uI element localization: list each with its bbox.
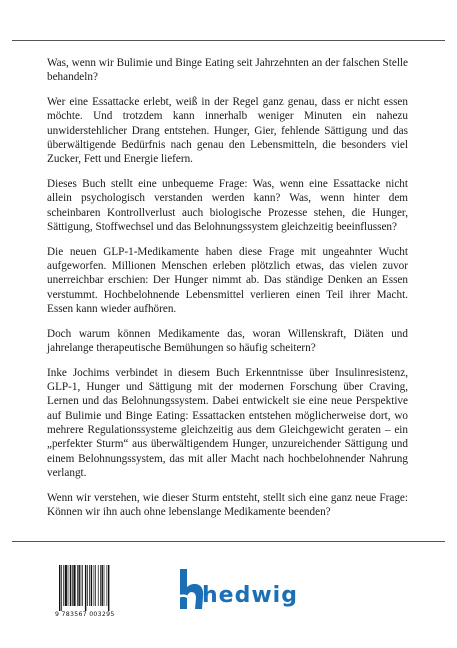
- barcode-bar: [101, 565, 102, 606]
- paragraph-7: Wenn wir verstehen, wie dieser Sturm entsteht, stellt sich eine ganz neue Frage: Können wir ihn auch ohne lebenslange Medikamente beenden?: [47, 491, 408, 519]
- publisher-name: hedwig: [202, 583, 298, 608]
- barcode-bar: [91, 565, 92, 606]
- barcode-bar: [63, 565, 64, 606]
- paragraph-1: Was, wenn wir Bulimie und Binge Eating seit Jahrzehnten an der falschen Stelle behandeln?: [47, 57, 408, 84]
- barcode-bar: [78, 565, 79, 606]
- paragraph-5: Doch warum können Medikamente das, woran Willenskraft, Diäten und jahrelange therapeutische Bemühungen so häufig scheitern?: [47, 327, 408, 355]
- paragraph-6: Inke Jochims verbindet in diesem Buch Erkenntnisse über Insulinresistenz, GLP-1, Hunger und Sättigung mit der modernen Forschung über Craving, Lernen und das Belohnungssystem. Dabei entwickelt sie eine neue Perspektive auf Bulimie und Binge Eating: Essattacken entstehen möglicherweise dort, wo mehrere Regulationssysteme gleichzeitig aus dem Gleichgewicht geraten – ein „perfekter Sturm“ aus überwältigendem Hunger, unzureichender Sättigung und einem Belohnungssystem, das mit aller Macht nach hochbelohnender Nahrung verlangt.: [47, 366, 408, 479]
- barcode-bar: [108, 565, 109, 611]
- barcode-bar: [98, 565, 99, 606]
- barcode-bar: [72, 565, 73, 606]
- paragraph-4: Die neuen GLP-1-Medikamente haben diese Frage mit ungeahnter Wucht aufgeworfen. Millionen Menschen erleben plötzlich etwas, das vielen zuvor unerreichbar erschien: Der Hunger nimmt ab. Das ständige Denken an Essen verstummt. Hochbelohnende Lebensmittel verlieren einen Teil ihrer Macht. Essen kann wieder aufhören.: [47, 245, 408, 315]
- back-cover-text: [47, 56, 408, 530]
- paragraph-2: Wer eine Essattacke erlebt, weiß in der Regel ganz genau, dass er nicht essen möchte. Und trotzdem kann innerhalb weniger Minuten ein nahezu unwiderstehlicher Drang entstehen. Hunger, Gier, fehlende Sättigung und das überwältigende Bedürfnis nach genau den Lebensmitteln, die besonders viel Zucker, Fett und Energie liefern.: [47, 96, 408, 166]
- barcode-bar: [59, 565, 60, 611]
- barcode-bar: [94, 565, 95, 606]
- barcode-bar: [85, 565, 86, 611]
- barcode-bar: [73, 565, 75, 606]
- barcode-bar: [77, 565, 78, 606]
- barcode-bar: [61, 565, 62, 611]
- bottom-divider: [12, 541, 445, 542]
- barcode-bar: [81, 565, 82, 606]
- isbn-number: 9 783567 003295: [55, 611, 115, 618]
- barcode-bar: [70, 565, 71, 606]
- barcode-bar: [104, 565, 105, 606]
- paragraph-3: Dieses Buch stellt eine unbequeme Frage: Was, wenn eine Essattacke nicht allein psychologisch verstanden werden kann? Was, wenn hinter dem scheinbaren Kontrollverlust auch biologische Prozesse stehen, die Hunger, Sättigung, Stoffwechsel und das Belohnungssystem gleichzeitig beeinflussen?: [47, 178, 408, 233]
- barcode: [57, 565, 129, 617]
- barcode-bar: [65, 565, 67, 606]
- barcode-bar: [68, 565, 69, 606]
- barcode-bar: [107, 565, 108, 606]
- barcode-bar: [100, 565, 101, 606]
- top-divider: [12, 40, 445, 41]
- barcode-bar: [89, 565, 90, 606]
- barcode-bar: [95, 565, 96, 606]
- barcode-bar: [87, 565, 88, 606]
- barcode-bar: [82, 565, 83, 606]
- publisher-logo: [176, 567, 326, 617]
